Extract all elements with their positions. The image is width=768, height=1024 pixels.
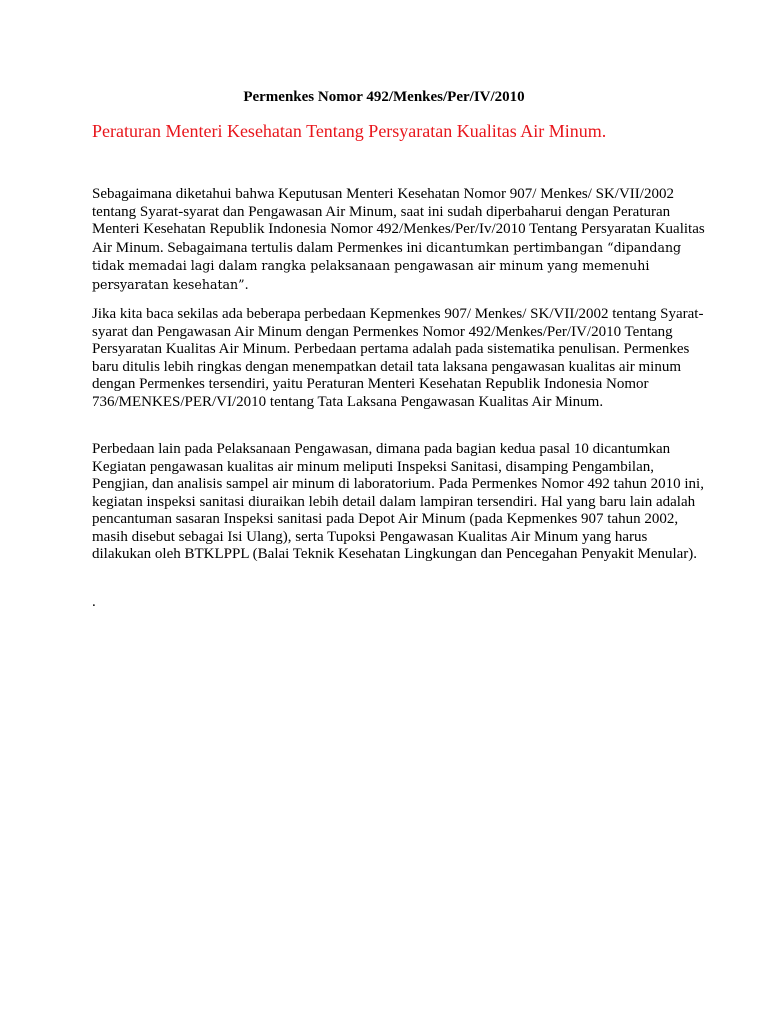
paragraph-1-text: Sebagaimana diketahui bahwa Keputusan Menteri Kesehatan Nomor 907/ Menkes/ SK/VII/2002 tentang Syarat-syarat dan Pengawasan Air Minum, saat ini sudah diperbaharui dengan Peraturan Menteri Kesehatan Republik Indonesia Nomor 492/Menkes/Per/Iv/2010 Tentang Persyaratan Kualitas Air Minum. Sebagaimana tertulis dalam Permenkes ini — [92, 186, 705, 256]
paragraph-1 — [92, 186, 708, 294]
document-subtitle: Peraturan Menteri Kesehatan Tentang Persyaratan Kualitas Air Minum. — [92, 121, 607, 141]
paragraph-2: Jika kita baca sekilas ada beberapa perbedaan Kepmenkes 907/ Menkes/ SK/VII/2002 tentang Syarat-syarat dan Pengawasan Air Minum dengan Permenkes Nomor 492/Menkes/Per/IV/2010 Tentang Persyaratan Kualitas Air Minum. Perbedaan pertama adalah pada sistematika penulisan. Permenkes baru ditulis lebih ringkas dengan menempatkan detail tata laksana pengawasan kualitas air minum dengan Permenkes tersendiri, yaitu Peraturan Menteri Kesehatan Republik Indonesia Nomor 736/MENKES/PER/VI/2010 tentang Tata Laksana Pengawasan Kualitas Air Minum. — [92, 306, 704, 410]
paragraph-1-quote: dicantumkan pertimbangan “dipandang tidak memadai lagi dalam rangka pelaksanaan pengawasan air minum yang memenuhi persyaratan kesehatan”. — [92, 239, 682, 292]
paragraph-3: Perbedaan lain pada Pelaksanaan Pengawasan, dimana pada bagian kedua pasal 10 dicantumkan Kegiatan pengawasan kualitas air minum meliputi Inspeksi Sanitasi, disamping Pengambilan, Pengjian, dan analisis sampel air minum di laboratorium. Pada Permenkes Nomor 492 tahun 2010 ini, kegiatan inspeksi sanitasi diuraikan lebih detail dalam lampiran tersendiri. Hal yang baru lain adalah pencantuman sasaran Inspeksi sanitasi pada Depot Air Minum (pada Kepmenkes 907 tahun 2002, masih disebut sebagai Isi Ulang), serta Tupoksi Pengawasan Kualitas Air Minum yang harus dilakukan oleh BTKLPPL (Balai Teknik Kesehatan Lingkungan dan Pencegahan Penyakit Menular). — [92, 441, 704, 562]
document-title: Permenkes Nomor 492/Menkes/Per/IV/2010 — [243, 89, 525, 105]
trailing-dot: . — [92, 594, 96, 610]
